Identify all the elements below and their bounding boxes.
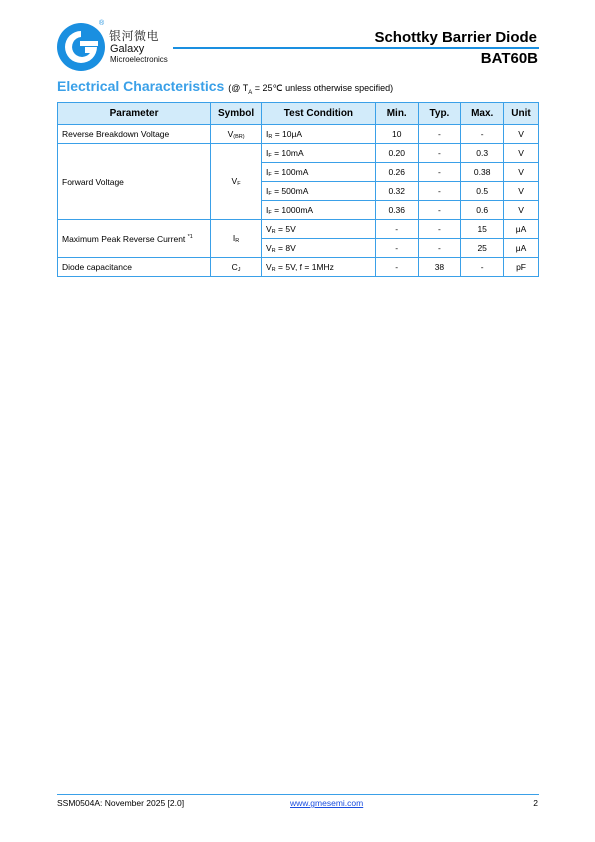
- typ-cell: -: [418, 163, 461, 182]
- section-note: (@ $T_A$ = 25℃ unless otherwise specified): [228, 83, 394, 96]
- typ-cell: -: [418, 144, 461, 163]
- min-cell: -: [375, 220, 418, 239]
- max-cell: -: [461, 258, 504, 277]
- min-cell: 0.20: [375, 144, 418, 163]
- parameter-cell: Maximum Peak Reverse Current $^{*1}$: [58, 220, 211, 258]
- col-test-condition: Test Condition: [262, 103, 376, 125]
- min-cell: 0.32: [375, 182, 418, 201]
- condition-cell: $I_F = 1000mA$: [262, 201, 376, 220]
- unit-cell: V: [504, 201, 539, 220]
- symbol-cell: $C_J$: [211, 258, 262, 277]
- condition-cell: $I_F = 10mA$: [262, 144, 376, 163]
- condition-cell: $I_F = 500mA$: [262, 182, 376, 201]
- symbol-cell: $V_F$: [211, 144, 262, 220]
- max-cell: 25: [461, 239, 504, 258]
- typ-cell: -: [418, 182, 461, 201]
- unit-cell: V: [504, 144, 539, 163]
- unit-cell: V: [504, 125, 539, 144]
- electrical-characteristics-table: [57, 102, 539, 277]
- footer-divider: [57, 794, 539, 795]
- col-min: Min.: [375, 103, 418, 125]
- max-cell: 0.3: [461, 144, 504, 163]
- table-row: [58, 258, 539, 277]
- website-link[interactable]: www.gmesemi.com: [290, 798, 364, 808]
- symbol-cell: $I_R$: [211, 220, 262, 258]
- col-max: Max.: [461, 103, 504, 125]
- page-number: 2: [533, 798, 538, 808]
- section-heading: [57, 78, 393, 96]
- min-cell: 0.36: [375, 201, 418, 220]
- unit-cell: μA: [504, 239, 539, 258]
- col-unit: Unit: [504, 103, 539, 125]
- col-parameter: Parameter: [58, 103, 211, 125]
- col-symbol: Symbol: [211, 103, 262, 125]
- table-row: [58, 144, 539, 163]
- part-number: BAT60B: [480, 50, 538, 67]
- condition-cell: $I_R = 10\mu A$: [262, 125, 376, 144]
- unit-cell: V: [504, 163, 539, 182]
- min-cell: -: [375, 239, 418, 258]
- unit-cell: μA: [504, 220, 539, 239]
- unit-cell: V: [504, 182, 539, 201]
- symbol-cell: $V_{(BR)}$: [211, 125, 262, 144]
- max-cell: 15: [461, 220, 504, 239]
- parameter-cell: Forward Voltage: [58, 144, 211, 220]
- max-cell: 0.5: [461, 182, 504, 201]
- document-title: Schottky Barrier Diode: [374, 29, 537, 46]
- typ-cell: -: [418, 125, 461, 144]
- company-logo: [56, 22, 176, 72]
- galaxy-g-logo-icon: [56, 22, 106, 72]
- typ-cell: -: [418, 201, 461, 220]
- table-header-row: [58, 103, 539, 125]
- condition-cell: $V_R = 5V$, f = 1MHz: [262, 258, 376, 277]
- max-cell: -: [461, 125, 504, 144]
- unit-cell: pF: [504, 258, 539, 277]
- min-cell: 0.26: [375, 163, 418, 182]
- parameter-cell: Reverse Breakdown Voltage: [58, 125, 211, 144]
- brand-chinese-name: 银河微电: [109, 29, 160, 43]
- section-title: Electrical Characteristics: [57, 78, 225, 94]
- condition-cell: $I_F = 100mA$: [262, 163, 376, 182]
- typ-cell: -: [418, 239, 461, 258]
- typ-cell: 38: [418, 258, 461, 277]
- brand-name: Galaxy: [110, 43, 145, 55]
- table-row: [58, 220, 539, 239]
- condition-cell: $V_R = 8V$: [262, 239, 376, 258]
- parameter-cell: Diode capacitance: [58, 258, 211, 277]
- min-cell: 10: [375, 125, 418, 144]
- condition-cell: $V_R = 5V$: [262, 220, 376, 239]
- header-divider: [173, 47, 539, 49]
- table-row: [58, 125, 539, 144]
- min-cell: -: [375, 258, 418, 277]
- col-typ: Typ.: [418, 103, 461, 125]
- brand-subtitle: Microelectronics: [110, 55, 168, 64]
- max-cell: 0.38: [461, 163, 504, 182]
- document-id: SSM0504A: November 2025 [2.0]: [57, 798, 185, 808]
- registered-mark: ®: [99, 20, 105, 27]
- typ-cell: -: [418, 220, 461, 239]
- max-cell: 0.6: [461, 201, 504, 220]
